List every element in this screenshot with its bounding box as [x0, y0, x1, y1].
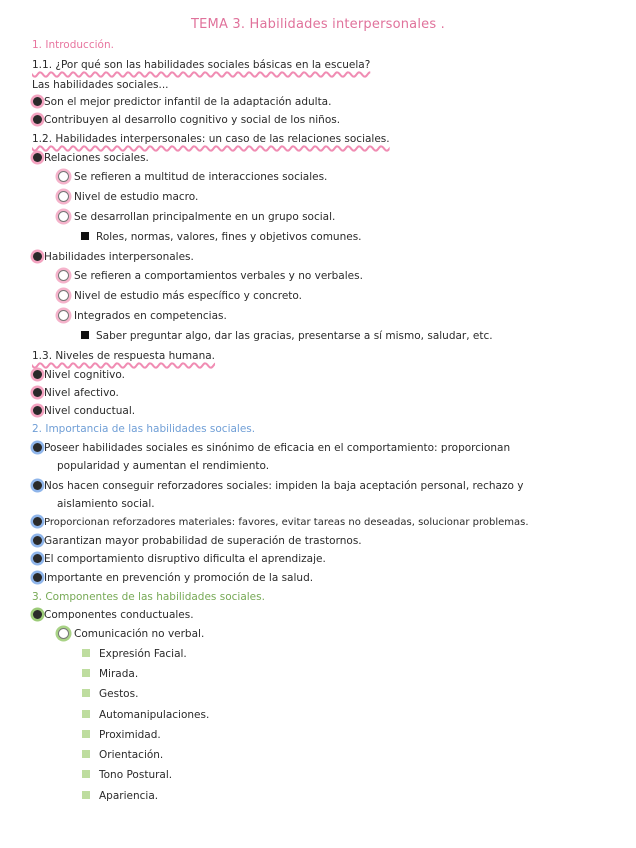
list-item [82, 647, 187, 661]
line-text: 1.3. Niveles de respuesta humana. [32, 350, 216, 362]
list-item [58, 309, 227, 323]
circle-bullet-icon [58, 290, 69, 301]
list-item [33, 515, 529, 530]
square-bullet-icon [82, 689, 90, 697]
pink-bullet-icon [33, 252, 42, 261]
list-item [32, 78, 169, 92]
section-heading-introduccion [32, 38, 114, 52]
list-item [58, 269, 363, 283]
pink-bullet-icon [33, 388, 42, 397]
line-text: Son el mejor predictor infantil de la adaptación adulta. [44, 96, 332, 108]
list-item [33, 368, 125, 382]
line-text: Orientación. [99, 749, 164, 761]
line-text: aislamiento social. [57, 498, 155, 510]
pink-bullet-icon [33, 153, 42, 162]
pink-bullet-icon [33, 406, 42, 415]
list-item [33, 441, 510, 455]
list-item [82, 789, 158, 803]
circle-bullet-icon [58, 628, 69, 639]
list-item [58, 190, 198, 204]
line-text: Mirada. [99, 668, 139, 680]
list-item [81, 329, 493, 343]
line-text: Gestos. [99, 688, 139, 700]
blue-bullet-icon [33, 517, 42, 526]
line-text: Nivel de estudio más específico y concreto. [74, 290, 302, 302]
square-bullet-icon [82, 750, 90, 758]
line-text: Saber preguntar algo, dar las gracias, presentarse a sí mismo, saludar, etc. [96, 330, 493, 342]
square-bullet-icon [81, 331, 89, 339]
line-text: Tono Postural. [99, 769, 173, 781]
list-item [82, 667, 138, 681]
list-item [82, 768, 172, 782]
circle-bullet-icon [58, 310, 69, 321]
line-text: Garantizan mayor probabilidad de superación de trastornos. [44, 535, 362, 547]
blue-bullet-icon [33, 573, 42, 582]
blue-bullet-icon [33, 481, 42, 490]
square-bullet-icon [82, 710, 90, 718]
list-item [82, 748, 163, 762]
list-item [33, 479, 523, 493]
page-title: TEMA 3. Habilidades interpersonales . [191, 17, 445, 32]
line-text: Componentes conductuales. [44, 609, 194, 621]
square-bullet-icon [82, 669, 90, 677]
line-text: Integrados en competencias. [74, 310, 227, 322]
line-text: Relaciones sociales. [44, 152, 149, 164]
line-text: Se refieren a comportamientos verbales y no verbales. [74, 270, 363, 282]
square-bullet-icon [82, 770, 90, 778]
line-text: Nivel de estudio macro. [74, 191, 199, 203]
green-bullet-icon [33, 610, 42, 619]
list-item [33, 571, 313, 585]
line-text: 1.2. Habilidades interpersonales: un caso de las relaciones sociales. [32, 133, 390, 145]
list-item [33, 95, 331, 109]
list-item-continuation [57, 497, 155, 511]
list-item [82, 728, 161, 742]
subsection-heading [32, 58, 370, 72]
list-item [33, 113, 340, 127]
line-text: 2. Importancia de las habilidades sociales. [32, 423, 256, 435]
square-bullet-icon [82, 791, 90, 799]
line-text: 1.1. ¿Por qué son las habilidades sociales básicas en la escuela? [32, 59, 371, 71]
line-text: Apariencia. [99, 790, 159, 802]
line-text: El comportamiento disruptivo dificulta el aprendizaje. [44, 553, 326, 565]
circle-bullet-icon [58, 191, 69, 202]
line-text: 1. Introducción. [32, 39, 114, 51]
line-text: Nivel afectivo. [44, 387, 119, 399]
list-item [33, 250, 194, 264]
blue-bullet-icon [33, 554, 42, 563]
line-text: Nos hacen conseguir reforzadores sociales: impiden la baja aceptación personal, rechazo y [44, 480, 524, 492]
pink-bullet-icon [33, 115, 42, 124]
line-text: Automanipulaciones. [99, 709, 210, 721]
list-item [33, 552, 326, 566]
list-item [33, 386, 119, 400]
subsection-heading [32, 132, 390, 146]
pink-bullet-icon [33, 370, 42, 379]
list-item [81, 230, 362, 244]
line-text: Contribuyen al desarrollo cognitivo y social de los niños. [44, 114, 341, 126]
list-item [58, 289, 302, 303]
pink-bullet-icon [33, 97, 42, 106]
list-item [58, 170, 327, 184]
blue-bullet-icon [33, 443, 42, 452]
line-text: 3. Componentes de las habilidades sociales. [32, 591, 265, 603]
line-text: Importante en prevención y promoción de la salud. [44, 572, 314, 584]
line-text: popularidad y aumentan el rendimiento. [57, 460, 270, 472]
list-item [33, 608, 194, 622]
line-text: Proporcionan reforzadores materiales: favores, evitar tareas no deseadas, solucionar problemas. [44, 517, 529, 528]
line-text: Expresión Facial. [99, 648, 187, 660]
subsection-heading [32, 349, 215, 363]
list-item [82, 687, 138, 701]
square-bullet-icon [81, 232, 89, 240]
circle-bullet-icon [58, 171, 69, 182]
section-heading-componentes [32, 590, 265, 604]
list-item [33, 151, 149, 165]
section-heading-importancia [32, 422, 255, 436]
circle-bullet-icon [58, 270, 69, 281]
line-text: Se refieren a multitud de interacciones sociales. [74, 171, 328, 183]
list-item [58, 210, 335, 224]
line-text: Poseer habilidades sociales es sinónimo de eficacia en el comportamiento: proporcionan [44, 442, 511, 454]
line-text: Roles, normas, valores, fines y objetivos comunes. [96, 231, 362, 243]
line-text: Nivel cognitivo. [44, 369, 125, 381]
line-text: Nivel conductual. [44, 405, 136, 417]
square-bullet-icon [82, 649, 90, 657]
line-text: Proximidad. [99, 729, 161, 741]
line-text: Las habilidades sociales... [32, 79, 169, 91]
line-text: Comunicación no verbal. [74, 628, 205, 640]
list-item [58, 627, 204, 641]
list-item [33, 404, 135, 418]
list-item [33, 534, 362, 548]
square-bullet-icon [82, 730, 90, 738]
blue-bullet-icon [33, 536, 42, 545]
circle-bullet-icon [58, 211, 69, 222]
line-text: Habilidades interpersonales. [44, 251, 194, 263]
list-item [82, 708, 209, 722]
line-text: Se desarrollan principalmente en un grupo social. [74, 211, 336, 223]
list-item-continuation [57, 459, 269, 473]
